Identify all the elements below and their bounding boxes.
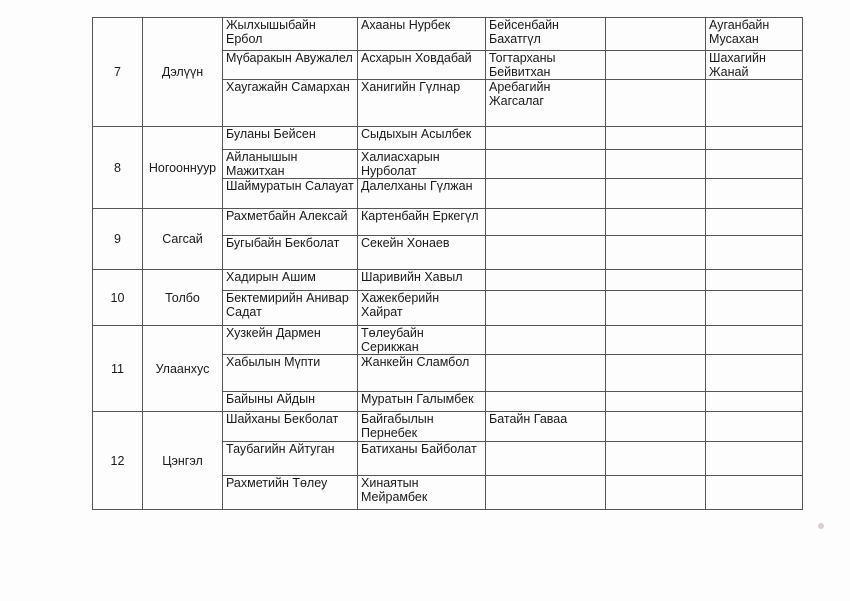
name-col-2: Секейн Хонаев [358,236,486,270]
name-col-4 [606,442,706,476]
name-col-4 [606,127,706,150]
document-page [92,17,803,510]
name-col-2: Хажекберийн Хайрат [358,291,486,326]
district-name: Сагсай [143,209,223,270]
name-col-1: Айланышын Мажитхан [223,150,358,179]
name-col-2: Ханигийн Гүлнар [358,80,486,127]
name-col-5 [706,179,803,209]
row-number: 12 [93,412,143,510]
name-col-4 [606,412,706,442]
name-col-1: Хузкейн Дармен [223,326,358,355]
name-col-2: Ахааны Нурбек [358,18,486,51]
name-col-1: Байыны Айдын [223,392,358,412]
candidates-table [92,17,803,510]
name-col-5 [706,209,803,236]
name-col-4 [606,209,706,236]
table-row [93,326,803,355]
row-number: 8 [93,127,143,209]
name-col-2: Хинаятын Мейрамбек [358,476,486,510]
name-col-5 [706,150,803,179]
name-col-2: Асхарын Ховдабай [358,51,486,80]
name-col-5: Шахагийн Жанай [706,51,803,80]
table-row [93,127,803,150]
name-col-4 [606,18,706,51]
name-col-5 [706,291,803,326]
district-name: Цэнгэл [143,412,223,510]
name-col-5 [706,355,803,392]
name-col-4 [606,291,706,326]
name-col-3 [486,179,606,209]
name-col-1: Шаймуратын Салауат [223,179,358,209]
name-col-2: Картенбайн Еркегүл [358,209,486,236]
name-col-3 [486,150,606,179]
name-col-4 [606,355,706,392]
name-col-1: Хабылын Мүпти [223,355,358,392]
name-col-2: Далелханы Гүлжан [358,179,486,209]
name-col-2: Муратын Галымбек [358,392,486,412]
district-name: Ногооннуур [143,127,223,209]
table-row [93,270,803,291]
name-col-4 [606,392,706,412]
name-col-3 [486,355,606,392]
name-col-4 [606,326,706,355]
name-col-3: Бейсенбайн Бахатгүл [486,18,606,51]
name-col-4 [606,179,706,209]
name-col-4 [606,51,706,80]
name-col-1: Таубагийн Айтуган [223,442,358,476]
name-col-1: Жылхышыбайн Ербол [223,18,358,51]
district-name: Толбо [143,270,223,326]
name-col-5 [706,270,803,291]
name-col-5 [706,326,803,355]
name-col-2: Сыдыхын Асылбек [358,127,486,150]
name-col-3 [486,127,606,150]
name-col-1: Бектемирийн Анивар Садат [223,291,358,326]
name-col-4 [606,270,706,291]
name-col-5 [706,127,803,150]
name-col-2: Батиханы Байболат [358,442,486,476]
table-row [93,18,803,51]
name-col-3 [486,392,606,412]
name-col-3: Батайн Гаваа [486,412,606,442]
district-name: Дэлүүн [143,18,223,127]
table-row [93,209,803,236]
name-col-5: Ауганбайн Мусахан [706,18,803,51]
name-col-2: Төлеубайн Серикжан [358,326,486,355]
name-col-2: Шаривийн Хавыл [358,270,486,291]
name-col-5 [706,412,803,442]
district-name: Улаанхус [143,326,223,412]
name-col-1: Буланы Бейсен [223,127,358,150]
name-col-3 [486,442,606,476]
name-col-1: Хадирын Ашим [223,270,358,291]
row-number: 11 [93,326,143,412]
table-row [93,412,803,442]
name-col-1: Мүбаракын Авужалел [223,51,358,80]
name-col-3 [486,291,606,326]
name-col-1: Бугыбайн Бекболат [223,236,358,270]
name-col-4 [606,80,706,127]
name-col-1: Шайханы Бекболат [223,412,358,442]
name-col-3 [486,270,606,291]
name-col-5 [706,80,803,127]
row-number: 9 [93,209,143,270]
name-col-3 [486,476,606,510]
name-col-4 [606,476,706,510]
name-col-2: Халиасхарын Нурболат [358,150,486,179]
name-col-5 [706,392,803,412]
name-col-2: Байгабылын Пернебек [358,412,486,442]
row-number: 10 [93,270,143,326]
name-col-1: Хаугажайн Самархан [223,80,358,127]
name-col-5 [706,236,803,270]
scan-speck [818,523,824,529]
name-col-5 [706,476,803,510]
name-col-4 [606,150,706,179]
name-col-4 [606,236,706,270]
name-col-5 [706,442,803,476]
row-number: 7 [93,18,143,127]
name-col-1: Рахметийн Төлеу [223,476,358,510]
name-col-3 [486,326,606,355]
name-col-2: Жанкейн Сламбол [358,355,486,392]
name-col-3: Аребагийн Жагсалаг [486,80,606,127]
name-col-1: Рахметбайн Алексай [223,209,358,236]
name-col-3 [486,209,606,236]
name-col-3: Тогтарханы Бейвитхан [486,51,606,80]
name-col-3 [486,236,606,270]
